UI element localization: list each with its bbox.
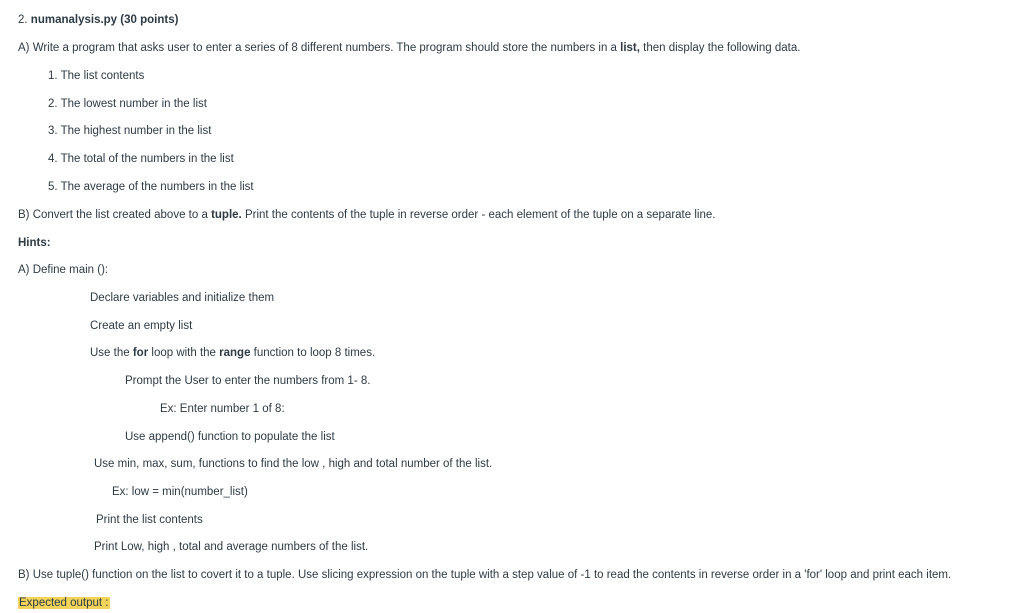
hint-create-list: Create an empty list: [90, 320, 193, 332]
hint-print-stats: Print Low, high , total and average numbers of the list.: [94, 541, 369, 553]
part-a-instructions: A) Write a program that asks user to enter a series of 8 different numbers. The program should store the numbers in a list, then display the following data.: [18, 42, 801, 54]
list-item: 3. The highest number in the list: [48, 125, 212, 137]
filename: numanalysis.py: [30, 14, 118, 26]
page-title: [18, 13, 178, 27]
list-item: 5. The average of the numbers in the list: [48, 181, 254, 193]
list-item: 1. The list contents: [48, 70, 145, 82]
hint-example-low: Ex: low = min(number_list): [112, 486, 248, 498]
hint-for-loop: Use the for loop with the range function to loop 8 times.: [90, 347, 376, 359]
hints-a-title: A) Define main ():: [18, 264, 109, 276]
question-number: 2.: [18, 14, 28, 26]
hint-declare: Declare variables and initialize them: [90, 292, 275, 304]
hint-prompt: Prompt the User to enter the numbers from 1- 8.: [125, 375, 371, 387]
list-item: 2. The lowest number in the list: [48, 98, 207, 110]
hint-example-enter: Ex: Enter number 1 of 8:: [160, 403, 285, 415]
hint-min-max: Use min, max, sum, functions to find the low , high and total number of the list.: [94, 458, 493, 470]
points: (30 points): [120, 14, 179, 26]
expected-output-label: Expected output :: [19, 597, 109, 609]
part-b-instructions: B) Convert the list created above to a tuple. Print the contents of the tuple in reverse order - each element of the tuple on a separate line.: [18, 209, 716, 221]
list-item: 4. The total of the numbers in the list: [48, 153, 234, 165]
hints-b: B) Use tuple() function on the list to covert it to a tuple. Use slicing expression on the tuple with a step value of -1 to read the contents in reverse order in a 'for' loop and print each item.: [18, 569, 952, 581]
hints-heading: Hints:: [18, 237, 51, 249]
hint-print-contents: Print the list contents: [96, 514, 203, 526]
hint-append: Use append() function to populate the list: [125, 431, 335, 443]
